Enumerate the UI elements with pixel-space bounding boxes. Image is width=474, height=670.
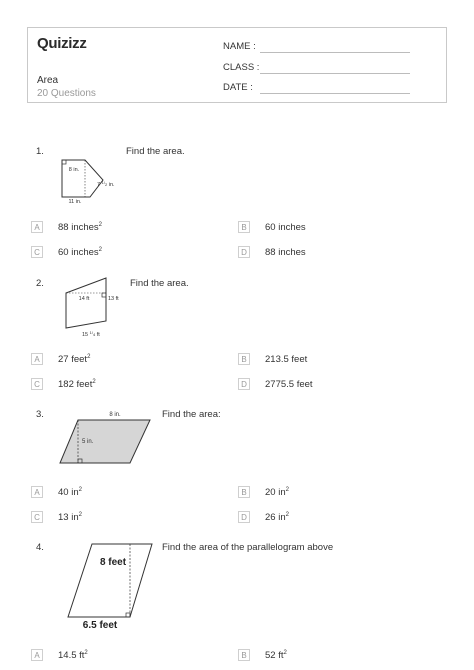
worksheet-title: Area: [37, 75, 59, 86]
date-field[interactable]: [260, 93, 410, 94]
option-exponent: 2: [92, 379, 96, 385]
option-text: 52 ft: [265, 650, 284, 662]
question-number: 4.: [36, 542, 44, 553]
option-text: 40 in: [58, 487, 79, 499]
class-label: CLASS :: [223, 62, 260, 73]
question-prompt: Find the area.: [126, 146, 185, 157]
figure-label: 14 ft: [78, 296, 90, 302]
option-letter: B: [238, 649, 250, 661]
option-text: 88 inches: [265, 247, 306, 259]
option-text: 60 inches: [265, 222, 306, 234]
option-exponent: 2: [87, 354, 91, 360]
figure-label: 6.5 feet: [82, 620, 118, 631]
option-letter: D: [238, 378, 250, 390]
option-letter: C: [31, 378, 43, 390]
question-prompt: Find the area of the parallelogram above: [162, 542, 334, 553]
option-exponent: 2: [78, 487, 82, 493]
question-number: 3.: [36, 409, 44, 420]
question-number: 2.: [36, 278, 44, 289]
quizizz-logo: Quizizz: [37, 35, 87, 52]
figure-label: 8 in.: [68, 167, 80, 173]
question-prompt: Find the area:: [162, 409, 221, 420]
question-count: 20 Questions: [37, 88, 96, 99]
figure-label: 7 $^1/_2$ in.: [97, 180, 115, 188]
option-exponent: 2: [98, 222, 103, 228]
option-text: 60 inches: [58, 247, 99, 259]
option-letter: D: [238, 246, 250, 258]
option-exponent: 2: [285, 487, 289, 493]
option-text: 20 in: [265, 487, 286, 499]
option-exponent: 2: [283, 650, 287, 656]
option-letter: B: [238, 221, 250, 233]
option-letter: C: [31, 246, 43, 258]
name-label: NAME :: [223, 41, 256, 52]
option-letter: B: [238, 486, 250, 498]
option-text: 88 inches: [58, 222, 99, 234]
option-letter: B: [238, 353, 250, 365]
option-letter: C: [31, 511, 43, 523]
option-exponent: 2: [98, 247, 103, 253]
option-letter: A: [31, 486, 43, 498]
date-label: DATE :: [223, 82, 253, 93]
option-letter: D: [238, 511, 250, 523]
option-letter: A: [31, 221, 43, 233]
option-text: 213.5 feet: [265, 354, 308, 366]
trapezoid-figure: [56, 272, 128, 338]
question-number: 1.: [36, 146, 44, 157]
figure-label: 15 $^1/_4$ ft: [82, 330, 100, 338]
option-exponent: 2: [285, 512, 289, 518]
figure-label: 11 in.: [68, 199, 82, 204]
option-text: 26 in: [265, 512, 286, 524]
option-exponent: 2: [78, 512, 82, 518]
parallelogram-figure: [60, 538, 160, 632]
option-text: 182 feet: [58, 379, 93, 391]
parallelogram-figure: [58, 406, 158, 468]
option-exponent: 2: [84, 650, 88, 656]
figure-label: 8 feet: [99, 557, 127, 568]
option-text: 2775.5 feet: [265, 379, 313, 391]
trapezoid-figure: [54, 152, 124, 204]
figure-label: 13 ft: [108, 296, 119, 302]
figure-label: 8 in.: [109, 412, 121, 418]
name-field[interactable]: [260, 52, 410, 53]
class-field[interactable]: [260, 73, 410, 74]
option-text: 27 feet: [58, 354, 88, 366]
figure-label: 5 in.: [82, 439, 94, 445]
option-text: 14.5 ft: [58, 650, 85, 662]
question-prompt: Find the area.: [130, 278, 189, 289]
option-letter: A: [31, 649, 43, 661]
option-letter: A: [31, 353, 43, 365]
option-text: 13 in: [58, 512, 79, 524]
